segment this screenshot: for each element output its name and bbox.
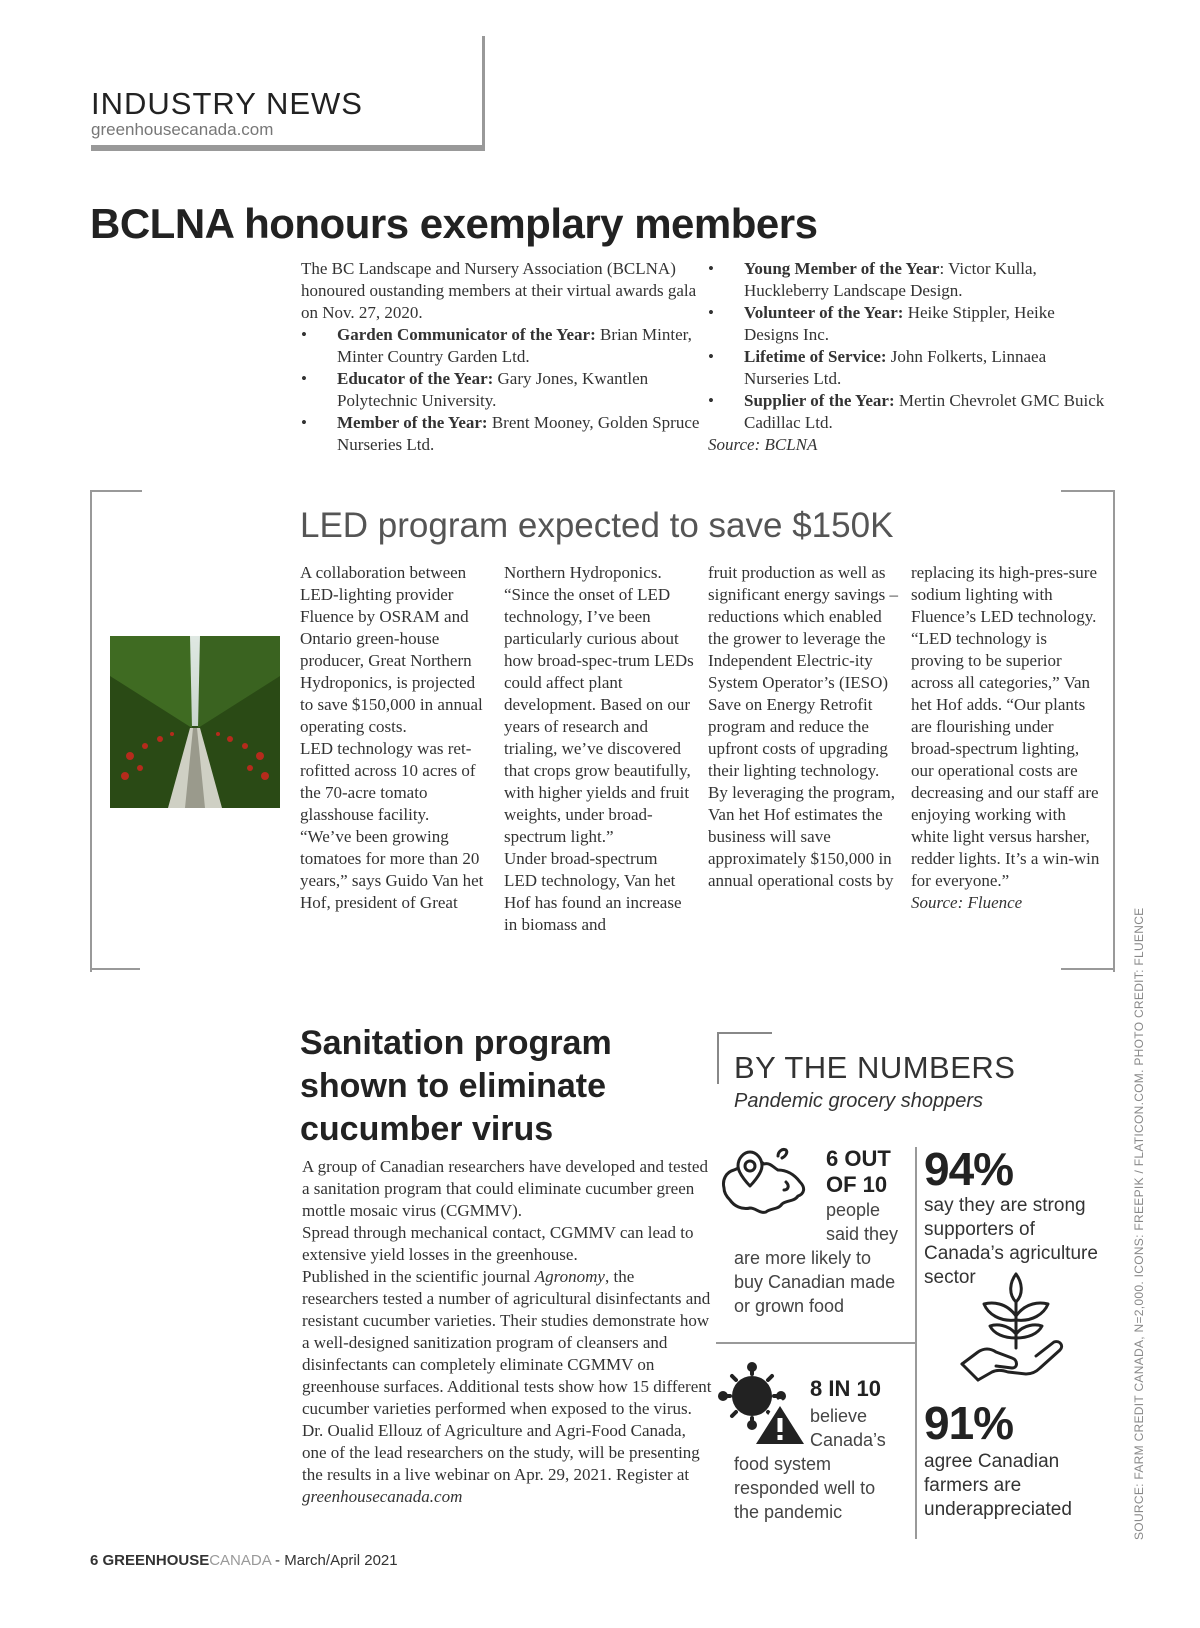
article2-title: LED program expected to save $150K — [300, 506, 894, 545]
paragraph: Northern Hydroponics. “Since the onset of LED technology, I’ve been particularly curious about how broad-spec-trum LEDs could affect plant development. Based on our years of research and trialing, we’ve discovered that crops grow beautifully, with higher yields and fruit weights, under broad-spectrum light.” — [504, 563, 694, 846]
article1-source: Source: BCLNA — [708, 435, 818, 454]
paragraph: “LED technology is proving to be superior across all categories,” Van het Hof adds. “Our plants are flourishing under broad-spectrum lighting, our operational costs are decreasing and our staff are enjoying working with white light versus harsher, redder lights. It’s a win-win for everyone.” — [911, 629, 1100, 890]
stat1-headline-1: 6 OUT — [826, 1146, 891, 1171]
article3-title: Sanitation program shown to eliminate cucumber virus — [300, 1024, 612, 1148]
paragraph: A collaboration between LED-lighting provider Fluence by OSRAM and Ontario green-house producer, Great Northern Hydroponics, is projected to save $150,000 in annual operating costs. — [300, 563, 483, 736]
article1-col2 — [708, 258, 1108, 456]
paragraph: “We’ve been growing tomatoes for more than 20 years,” says Guido Van het Hof, president of Great — [300, 827, 484, 912]
award-item — [708, 390, 1108, 434]
frame-bracket-right-bottom — [1061, 968, 1115, 970]
paragraph: replacing its high-pres-sure sodium lighting with Fluence’s LED technology. — [911, 563, 1097, 626]
text: Published in the scientific journal — [302, 1267, 535, 1286]
stat2-text: food system responded well to the pandemic — [734, 1454, 876, 1522]
article2-col1 — [300, 562, 490, 914]
article3-body — [302, 1156, 714, 1508]
award-item — [301, 412, 701, 456]
register-link[interactable]: greenhousecanada.com — [302, 1487, 463, 1506]
by-numbers-subtitle: Pandemic grocery shoppers — [734, 1090, 984, 1112]
paragraph: By leveraging the program, Van het Hof estimates the business will save approximately $150,000 in annual operational costs by — [708, 783, 895, 890]
award-item — [708, 346, 1108, 390]
paragraph — [302, 1266, 714, 1420]
journal-name: Agronomy — [534, 1267, 605, 1286]
award-item — [301, 324, 701, 368]
award-winner: John Folkerts, Linnaea Nurseries Ltd. — [744, 347, 1047, 388]
stat4-percent: 91% — [924, 1397, 1014, 1449]
award-item — [708, 302, 1108, 346]
page-number: 6 — [90, 1552, 99, 1569]
paragraph: fruit production as well as significant energy savings – reductions which enabled the grower to leverage the Independent Electric-ity System Operator’s (IESO) Save on Energy Retrofit program and reduce the upfront costs of upgrading their lighting technology. — [708, 563, 898, 780]
award-name: Lifetime of Service: — [744, 347, 887, 366]
award-winner: Heike Stippler, Heike Designs Inc. — [744, 303, 1055, 344]
stat2-headline: 8 IN 10 — [810, 1376, 881, 1401]
greenhouse-photo-art — [110, 636, 280, 808]
stat2-line2: Canada’s — [810, 1430, 886, 1450]
photo-credit: SOURCE: FARM CREDIT CANADA, N=2,000. ICONS: FREEPIK / FLATICON.COM. PHOTO CREDIT: FLUENCE — [1132, 907, 1146, 1540]
article1-title: BCLNA honours exemplary members — [90, 200, 818, 247]
paragraph: Under broad-spectrum LED technology, Van het Hof has found an increase in biomass and — [504, 849, 682, 934]
stat1-headline-2: OF 10 — [826, 1172, 888, 1197]
award-winner: Mertin Chevrolet GMC Buick Cadillac Ltd. — [744, 391, 1105, 432]
award-name: Volunteer of the Year: — [744, 303, 904, 322]
stat1-line1: people — [826, 1200, 881, 1220]
stat1-text: are more likely to buy Canadian made or grown food — [734, 1248, 896, 1316]
stats-divider-horizontal — [716, 1342, 916, 1344]
award-winner: Brent Mooney, Golden Spruce Nurseries Ltd. — [337, 413, 700, 454]
stat1-line2: said they — [826, 1224, 899, 1244]
award-name: Educator of the Year: — [337, 369, 494, 388]
award-name: Young Member of the Year — [744, 259, 940, 278]
paragraph — [302, 1420, 714, 1508]
article2-source: Source: Fluence — [911, 893, 1023, 912]
site-url[interactable]: greenhousecanada.com — [91, 120, 274, 139]
article2-col4 — [911, 562, 1101, 914]
award-name: Supplier of the Year: — [744, 391, 895, 410]
stat3-text: say they are strong supporters of Canada’s agriculture sector — [924, 1195, 1098, 1288]
magazine-name-bold: GREENHOUSE — [102, 1552, 210, 1569]
section-label: INDUSTRY NEWS — [91, 86, 363, 121]
paragraph: LED technology was ret-rofitted across 10 acres of the 70-acre tomato glasshouse facility. — [300, 739, 476, 824]
award-item — [301, 368, 701, 412]
virus-warning-icon — [718, 1362, 810, 1448]
stat4-text: agree Canadian farmers are underappreciated — [924, 1451, 1072, 1520]
magazine-name-light: CANADA — [209, 1552, 271, 1569]
article2-col3 — [708, 562, 898, 892]
greenhouse-tomato-photo — [110, 636, 280, 808]
award-winner: Gary Jones, Kwantlen Polytechnic University. — [337, 369, 649, 410]
award-item — [708, 258, 1108, 302]
article1-col1 — [301, 258, 701, 456]
text: Dr. Oualid Ellouz of Agriculture and Agri-Food Canada, one of the lead researchers on the study, will be presenting the results in a live webinar on Apr. 29, 2021. Register at — [302, 1421, 700, 1484]
article1-intro: The BC Landscape and Nursery Association (BCLNA) honoured oustanding members at their virtual awards gala on Nov. 27, 2020. — [301, 259, 697, 322]
text: , the researchers tested a number of agricultural disinfectants and resistant cucumber varieties. Their studies demonstrate how a well-designed sanitization program of cleansers and disinfectants can completely eliminate CGMMV on greenhouse surfaces. Additional tests show how 15 different cucumber varieties performed when exposed to the virus. — [302, 1267, 712, 1418]
stat2-line1: believe — [810, 1406, 868, 1426]
article2-col2 — [504, 562, 694, 936]
awards-list-2 — [708, 258, 1108, 434]
stat3-percent: 94% — [924, 1143, 1014, 1195]
canada-map-icon — [716, 1142, 816, 1222]
awards-list-1 — [301, 324, 701, 456]
page-footer — [90, 1552, 398, 1569]
by-numbers-title: BY THE NUMBERS — [734, 1050, 1016, 1085]
award-winner: : Victor Kulla, Huckleberry Landscape Design. — [744, 259, 1037, 300]
plant-in-hand-icon — [956, 1272, 1068, 1390]
issue-date: - March/April 2021 — [270, 1552, 398, 1569]
paragraph: Spread through mechanical contact, CGMMV can lead to extensive yield losses in the greenhouse. — [302, 1223, 694, 1264]
award-winner: Brian Minter, Minter Country Garden Ltd. — [337, 325, 692, 366]
frame-bracket-left-bottom — [90, 968, 140, 970]
award-name: Garden Communicator of the Year: — [337, 325, 596, 344]
paragraph: A group of Canadian researchers have developed and tested a sanitation program that could eliminate cucumber green mottle mosaic virus (CGMMV). — [302, 1157, 708, 1220]
award-name: Member of the Year: — [337, 413, 488, 432]
